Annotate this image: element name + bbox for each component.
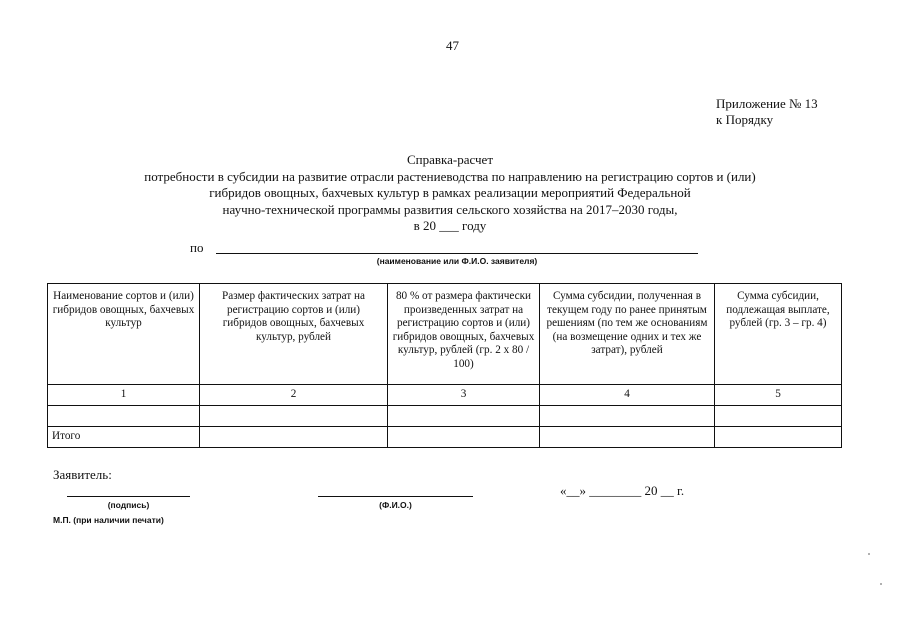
signature-caption: (подпись) (107, 500, 150, 510)
full-name-caption: (Ф.И.О.) (379, 500, 412, 510)
table-cell (540, 406, 715, 427)
table-cell (540, 427, 715, 448)
date-field: «__» ________ 20 __ г. (560, 483, 685, 498)
header-cell-received-subsidy: Сумма субсидии, полученная в текущем году по ранее принятым решениям (по тем же основаниям (на возмещение одних и тех же затрат), рублей (540, 284, 715, 385)
calculation-table (47, 283, 842, 448)
applicant-name-line (216, 253, 698, 254)
table-row (48, 406, 842, 427)
document-title (60, 152, 840, 235)
total-label: Итого (48, 427, 200, 448)
stamp-caption: М.П. (при наличии печати) (53, 515, 164, 525)
title-line-3: научно-технической программы развития сельского хозяйства на 2017–2030 годы, (222, 201, 678, 217)
column-number: 4 (540, 385, 715, 406)
appendix-line-2: к Порядку (716, 112, 774, 127)
table-header-row (48, 284, 842, 385)
signature-line (67, 496, 190, 497)
table-cell (48, 406, 200, 427)
title-line-1: потребности в субсидии на развитие отрасли растениеводства по направлению на регистрацию сортов и (или) (144, 168, 756, 184)
header-cell-varieties: Наименование сортов и (или) гибридов овощных, бахчевых культур (48, 284, 200, 385)
title-line-4: в 20 ___ году (413, 218, 487, 233)
table-cell (715, 427, 842, 448)
table-cell (388, 406, 540, 427)
applicant-label: Заявитель: (53, 467, 112, 482)
title-line-2: гибридов овощных, бахчевых культур в рамках реализации мероприятий Федеральной (209, 185, 691, 200)
header-cell-eighty-percent: 80 % от размера фактически произведенных затрат на регистрацию сортов и (или) гибридов овощных, бахчевых культур, рублей (гр. 2 x 80 / 100) (388, 284, 540, 385)
column-number: 5 (715, 385, 842, 406)
column-number-row (48, 385, 842, 406)
table-cell (388, 427, 540, 448)
appendix-line-1: Приложение № 13 (716, 96, 818, 111)
header-cell-actual-costs: Размер фактических затрат на регистрацию сортов и (или) гибридов овощных, бахчевых культур, рублей (200, 284, 388, 385)
title-heading: Справка-расчет (406, 152, 494, 167)
table-cell (715, 406, 842, 427)
full-name-line (318, 496, 473, 497)
page-number: 47 (446, 38, 459, 53)
scan-speck (868, 553, 870, 555)
table-cell (200, 406, 388, 427)
column-number: 2 (200, 385, 388, 406)
applicant-name-caption: (наименование или Ф.И.О. заявителя) (376, 256, 538, 266)
table-cell (200, 427, 388, 448)
applicant-prefix: по (190, 240, 204, 255)
appendix-reference (716, 96, 818, 128)
total-row (48, 427, 842, 448)
scan-speck (880, 583, 882, 585)
header-cell-payable-subsidy: Сумма субсидии, подлежащая выплате, рублей (гр. 3 – гр. 4) (715, 284, 842, 385)
column-number: 1 (48, 385, 200, 406)
column-number: 3 (388, 385, 540, 406)
